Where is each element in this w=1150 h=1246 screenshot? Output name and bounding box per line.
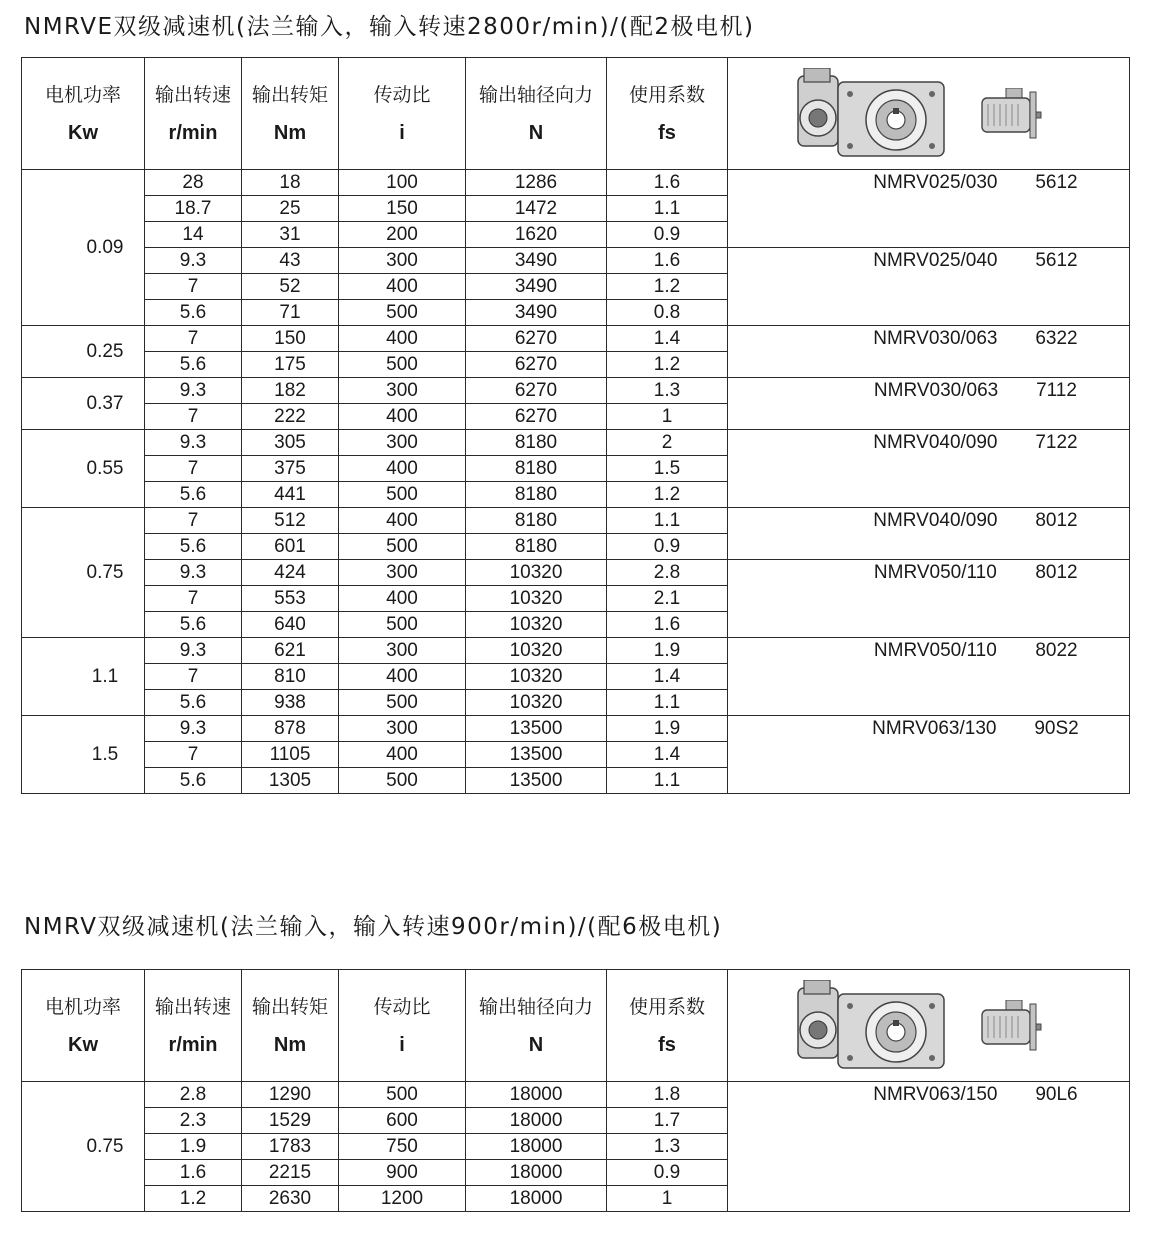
motor-model: 6322 (1035, 328, 1078, 349)
model-cell (728, 170, 1130, 248)
data-cell: 1.4 (607, 326, 728, 352)
header-label: 电机功率 (44, 995, 121, 1018)
data-cell: 0.8 (607, 300, 728, 326)
header-label: 传动比 (373, 995, 431, 1018)
data-cell: 71 (242, 300, 339, 326)
data-cell: 7 (145, 508, 242, 534)
data-cell: 500 (339, 300, 466, 326)
motor-model: 8022 (1035, 640, 1078, 661)
data-cell: 10320 (466, 586, 607, 612)
header-unit: Nm (273, 121, 307, 144)
motor-model: 90S2 (1034, 718, 1079, 739)
gearbox-model: NMRV040/090 (873, 432, 998, 453)
motor-icon (978, 1000, 1042, 1065)
motor-model: 5612 (1035, 250, 1078, 271)
data-cell: 150 (242, 326, 339, 352)
data-cell: 1.1 (607, 768, 728, 794)
header-label: 输出转矩 (251, 83, 328, 106)
data-cell: 1.4 (607, 742, 728, 768)
header-cell (242, 970, 339, 1082)
data-cell: 28 (145, 170, 242, 196)
data-cell: 222 (242, 404, 339, 430)
data-cell: 2215 (242, 1160, 339, 1186)
table-row (22, 248, 1130, 274)
data-cell: 18000 (466, 1186, 607, 1212)
data-cell: 10320 (466, 612, 607, 638)
header-cell (145, 58, 242, 170)
header-unit: N (528, 121, 544, 144)
data-cell: 0.9 (607, 1160, 728, 1186)
data-cell: 500 (339, 534, 466, 560)
data-cell: 1286 (466, 170, 607, 196)
data-cell: 1.5 (607, 456, 728, 482)
table-row (22, 1082, 1130, 1108)
spec-table-2800rpm (21, 57, 1130, 794)
data-cell: 8180 (466, 430, 607, 456)
model-cell (728, 326, 1130, 378)
data-cell: 10320 (466, 690, 607, 716)
data-cell: 6270 (466, 404, 607, 430)
data-cell: 7 (145, 456, 242, 482)
power-cell: 0.55 (22, 430, 145, 508)
product-image-cell (728, 58, 1130, 170)
data-cell: 1.3 (607, 1134, 728, 1160)
data-cell: 601 (242, 534, 339, 560)
header-unit: fs (658, 1033, 676, 1056)
data-cell: 10320 (466, 638, 607, 664)
power-cell: 0.09 (22, 170, 145, 326)
header-label: 使用系数 (628, 995, 705, 1018)
data-cell: 441 (242, 482, 339, 508)
gearbox-model: NMRV063/150 (873, 1084, 998, 1105)
table-row (22, 560, 1130, 586)
header-label: 输出转速 (154, 83, 231, 106)
data-cell: 500 (339, 690, 466, 716)
data-cell: 7 (145, 274, 242, 300)
data-cell: 2 (607, 430, 728, 456)
data-cell: 7 (145, 404, 242, 430)
data-cell: 150 (339, 196, 466, 222)
data-cell: 900 (339, 1160, 466, 1186)
gearbox-model: NMRV050/110 (873, 562, 997, 583)
data-cell: 1.6 (607, 170, 728, 196)
header-unit: Nm (273, 1033, 307, 1056)
data-cell: 7 (145, 742, 242, 768)
worm-gearbox-icon (796, 980, 946, 1085)
data-cell: 300 (339, 378, 466, 404)
header-label: 使用系数 (628, 83, 705, 106)
header-unit: Kw (68, 1033, 98, 1056)
data-cell: 18000 (466, 1082, 607, 1108)
data-cell: 1 (607, 404, 728, 430)
motor-model: 5612 (1035, 172, 1078, 193)
model-cell (728, 430, 1130, 508)
data-cell: 1.1 (607, 690, 728, 716)
data-cell: 600 (339, 1108, 466, 1134)
data-cell: 1.9 (145, 1134, 242, 1160)
data-cell: 1.6 (145, 1160, 242, 1186)
data-cell: 18000 (466, 1160, 607, 1186)
data-cell: 9.3 (145, 560, 242, 586)
data-cell: 424 (242, 560, 339, 586)
data-cell: 1.2 (607, 482, 728, 508)
motor-model: 8012 (1035, 510, 1078, 531)
data-cell: 8180 (466, 534, 607, 560)
table-row (22, 508, 1130, 534)
data-cell: 5.6 (145, 612, 242, 638)
header-unit: r/min (168, 1033, 218, 1056)
data-cell: 1529 (242, 1108, 339, 1134)
data-cell: 400 (339, 326, 466, 352)
data-cell: 1783 (242, 1134, 339, 1160)
data-cell: 5.6 (145, 300, 242, 326)
header-cell (339, 58, 466, 170)
data-cell: 8180 (466, 482, 607, 508)
data-cell: 2.3 (145, 1108, 242, 1134)
power-cell: 1.1 (22, 638, 145, 716)
motor-model: 8012 (1035, 562, 1078, 583)
data-cell: 9.3 (145, 248, 242, 274)
data-cell: 7 (145, 664, 242, 690)
data-cell: 621 (242, 638, 339, 664)
data-cell: 400 (339, 742, 466, 768)
table2-title: NMRV双级减速机(法兰输入，输入转速900r/min)/(配6极电机) (24, 914, 723, 940)
data-cell: 7 (145, 326, 242, 352)
header-unit: i (399, 121, 405, 144)
data-cell: 7 (145, 586, 242, 612)
data-cell: 500 (339, 612, 466, 638)
model-cell (728, 716, 1130, 794)
gearbox-model: NMRV050/110 (873, 640, 997, 661)
data-cell: 18 (242, 170, 339, 196)
data-cell: 5.6 (145, 534, 242, 560)
header-cell (466, 970, 607, 1082)
data-cell: 1200 (339, 1186, 466, 1212)
data-cell: 5.6 (145, 352, 242, 378)
data-cell: 1.1 (607, 508, 728, 534)
header-cell (22, 58, 145, 170)
data-cell: 9.3 (145, 430, 242, 456)
gearbox-model: NMRV030/063 (873, 380, 999, 401)
data-cell: 1.7 (607, 1108, 728, 1134)
model-cell (728, 378, 1130, 430)
data-cell: 52 (242, 274, 339, 300)
data-cell: 0.9 (607, 222, 728, 248)
data-cell: 1472 (466, 196, 607, 222)
power-cell: 0.75 (22, 1082, 145, 1212)
header-label: 输出轴径向力 (478, 995, 593, 1018)
data-cell: 2.8 (607, 560, 728, 586)
power-cell: 0.25 (22, 326, 145, 378)
model-cell (728, 638, 1130, 716)
header-unit: fs (658, 121, 676, 144)
header-cell (466, 58, 607, 170)
data-cell: 5.6 (145, 690, 242, 716)
header-label: 输出轴径向力 (478, 83, 593, 106)
gearbox-model: NMRV040/090 (873, 510, 998, 531)
header-label: 传动比 (373, 83, 431, 106)
header-cell (607, 58, 728, 170)
gearbox-model: NMRV030/063 (873, 328, 998, 349)
header-row (22, 970, 1130, 1082)
header-label: 输出转速 (154, 995, 231, 1018)
data-cell: 0.9 (607, 534, 728, 560)
data-cell: 182 (242, 378, 339, 404)
data-cell: 1.6 (607, 248, 728, 274)
data-cell: 13500 (466, 716, 607, 742)
data-cell: 1.2 (607, 274, 728, 300)
data-cell: 1620 (466, 222, 607, 248)
header-unit: N (528, 1033, 544, 1056)
data-cell: 640 (242, 612, 339, 638)
data-cell: 300 (339, 560, 466, 586)
data-cell: 6270 (466, 352, 607, 378)
data-cell: 400 (339, 508, 466, 534)
data-cell: 13500 (466, 742, 607, 768)
data-cell: 43 (242, 248, 339, 274)
data-cell: 3490 (466, 274, 607, 300)
header-unit: i (399, 1033, 405, 1056)
data-cell: 400 (339, 456, 466, 482)
data-cell: 18000 (466, 1108, 607, 1134)
data-cell: 500 (339, 768, 466, 794)
data-cell: 175 (242, 352, 339, 378)
data-cell: 25 (242, 196, 339, 222)
data-cell: 1.2 (145, 1186, 242, 1212)
data-cell: 1305 (242, 768, 339, 794)
model-cell (728, 1082, 1130, 1212)
data-cell: 1 (607, 1186, 728, 1212)
data-cell: 3490 (466, 248, 607, 274)
data-cell: 1.8 (607, 1082, 728, 1108)
data-cell: 18.7 (145, 196, 242, 222)
data-cell: 9.3 (145, 378, 242, 404)
table-row (22, 326, 1130, 352)
motor-icon (978, 88, 1042, 153)
data-cell: 2.1 (607, 586, 728, 612)
power-cell: 0.37 (22, 378, 145, 430)
gearbox-model: NMRV063/130 (872, 718, 997, 739)
product-image-cell (728, 970, 1130, 1082)
header-cell (339, 970, 466, 1082)
data-cell: 1.2 (607, 352, 728, 378)
data-cell: 100 (339, 170, 466, 196)
data-cell: 400 (339, 404, 466, 430)
data-cell: 10320 (466, 664, 607, 690)
data-cell: 300 (339, 430, 466, 456)
table-row (22, 378, 1130, 404)
data-cell: 200 (339, 222, 466, 248)
model-cell (728, 248, 1130, 326)
data-cell: 3490 (466, 300, 607, 326)
data-cell: 5.6 (145, 768, 242, 794)
header-row (22, 58, 1130, 170)
data-cell: 512 (242, 508, 339, 534)
data-cell: 878 (242, 716, 339, 742)
data-cell: 300 (339, 716, 466, 742)
data-cell: 400 (339, 586, 466, 612)
motor-model: 7112 (1036, 380, 1077, 401)
data-cell: 553 (242, 586, 339, 612)
header-unit: r/min (168, 121, 218, 144)
power-cell: 1.5 (22, 716, 145, 794)
table-row (22, 638, 1130, 664)
data-cell: 300 (339, 248, 466, 274)
data-cell: 1.9 (607, 638, 728, 664)
data-cell: 400 (339, 664, 466, 690)
data-cell: 10320 (466, 560, 607, 586)
data-cell: 6270 (466, 378, 607, 404)
data-cell: 1.4 (607, 664, 728, 690)
data-cell: 750 (339, 1134, 466, 1160)
gearbox-model: NMRV025/040 (873, 250, 998, 271)
power-cell: 0.75 (22, 508, 145, 638)
motor-model: 7122 (1035, 432, 1078, 453)
data-cell: 500 (339, 482, 466, 508)
data-cell: 1.1 (607, 196, 728, 222)
data-cell: 305 (242, 430, 339, 456)
model-cell (728, 508, 1130, 560)
data-cell: 2630 (242, 1186, 339, 1212)
table-row (22, 716, 1130, 742)
worm-gearbox-icon (796, 68, 946, 173)
header-label: 电机功率 (44, 83, 121, 106)
table-row (22, 170, 1130, 196)
data-cell: 13500 (466, 768, 607, 794)
data-cell: 1.3 (607, 378, 728, 404)
data-cell: 1105 (242, 742, 339, 768)
data-cell: 6270 (466, 326, 607, 352)
header-cell (22, 970, 145, 1082)
table-row (22, 430, 1130, 456)
data-cell: 9.3 (145, 638, 242, 664)
data-cell: 810 (242, 664, 339, 690)
data-cell: 500 (339, 352, 466, 378)
data-cell: 2.8 (145, 1082, 242, 1108)
motor-model: 90L6 (1035, 1084, 1078, 1105)
header-cell (607, 970, 728, 1082)
gearbox-model: NMRV025/030 (873, 172, 998, 193)
header-cell (242, 58, 339, 170)
data-cell: 1.9 (607, 716, 728, 742)
header-unit: Kw (68, 121, 98, 144)
data-cell: 5.6 (145, 482, 242, 508)
data-cell: 9.3 (145, 716, 242, 742)
data-cell: 18000 (466, 1134, 607, 1160)
data-cell: 31 (242, 222, 339, 248)
header-cell (145, 970, 242, 1082)
spec-table-900rpm (21, 969, 1130, 1212)
data-cell: 8180 (466, 508, 607, 534)
data-cell: 1290 (242, 1082, 339, 1108)
data-cell: 938 (242, 690, 339, 716)
data-cell: 375 (242, 456, 339, 482)
data-cell: 14 (145, 222, 242, 248)
data-cell: 300 (339, 638, 466, 664)
data-cell: 8180 (466, 456, 607, 482)
model-cell (728, 560, 1130, 638)
data-cell: 500 (339, 1082, 466, 1108)
header-label: 输出转矩 (251, 995, 328, 1018)
data-cell: 400 (339, 274, 466, 300)
data-cell: 1.6 (607, 612, 728, 638)
table1-title: NMRVE双级减速机(法兰输入，输入转速2800r/min)/(配2极电机) (24, 14, 755, 40)
